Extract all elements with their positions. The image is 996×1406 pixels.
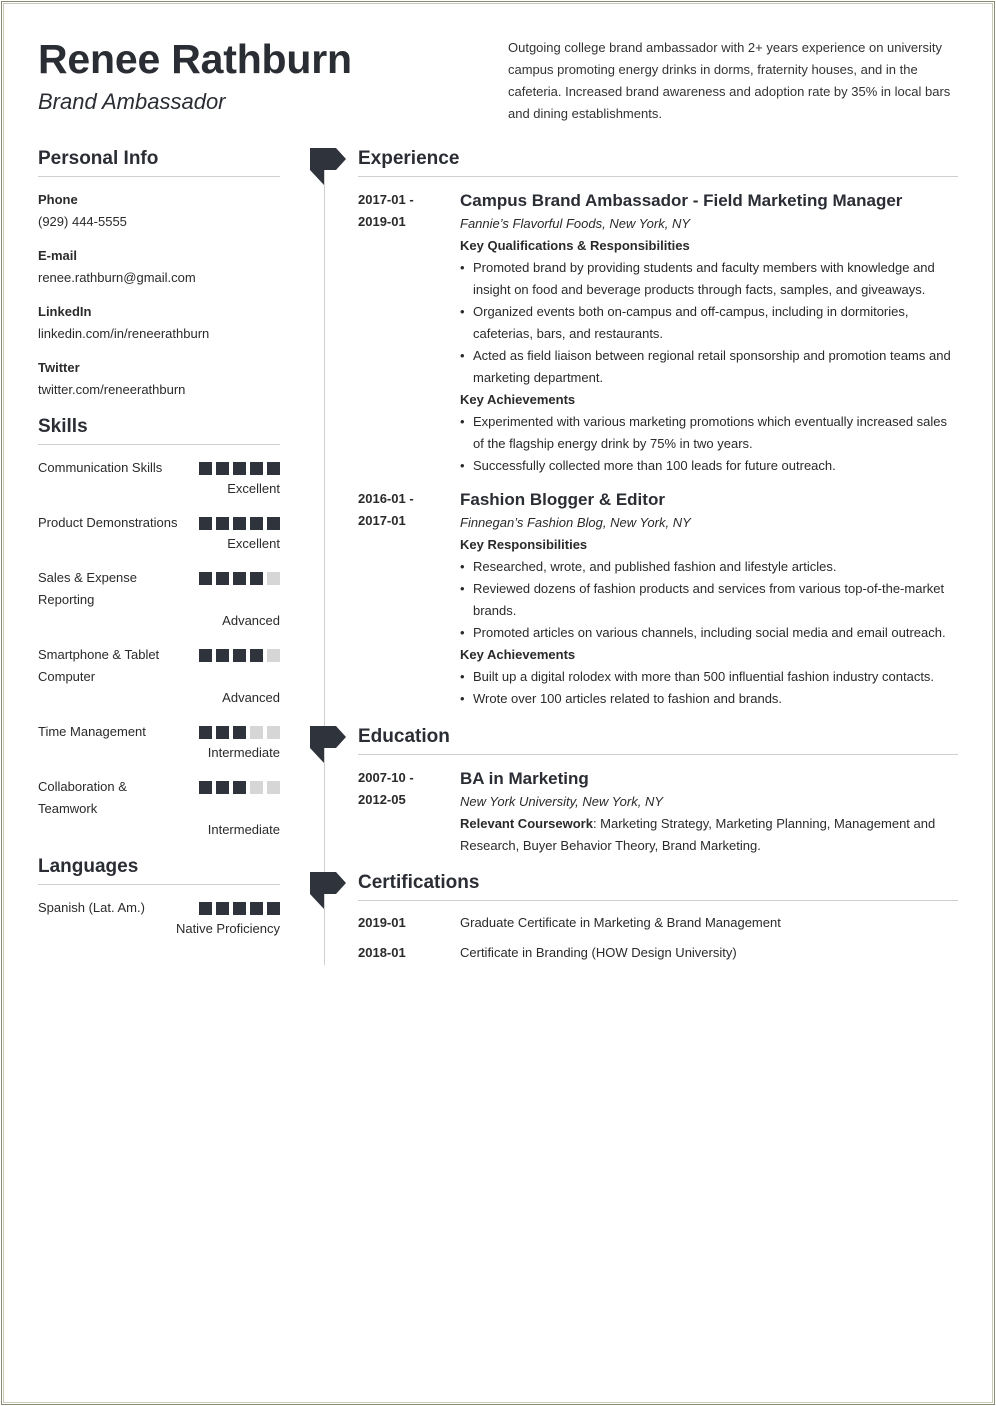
job-title: Campus Brand Ambassador - Field Marketing Manager (460, 191, 903, 210)
coursework-label: Relevant Coursework (460, 816, 593, 831)
responsibilities-heading: Key Qualifications & Responsibilities (460, 238, 690, 253)
rating-square-filled (250, 517, 263, 530)
personal-info-list (38, 189, 280, 401)
rating-square-filled (267, 902, 280, 915)
job-title: Fashion Blogger & Editor (460, 490, 665, 509)
responsibilities-list (460, 556, 958, 644)
rating-square-filled (233, 781, 246, 794)
date-end: 2012-05 (358, 792, 406, 807)
list-item: • Promoted brand by providing students and faculty members with knowledge and insight on food and beverage products through facts, samples, and giveaways. (460, 257, 958, 301)
skill-rating (199, 649, 280, 662)
rating-square-filled (250, 649, 263, 662)
experience-heading: Experience (358, 148, 958, 177)
degree: BA in Marketing (460, 769, 589, 788)
experience-entry (358, 189, 958, 477)
achievements-heading: Key Achievements (460, 647, 576, 662)
skill-name: Time Management (38, 724, 146, 739)
skill-name: Communication Skills (38, 460, 163, 475)
school: New York University, New York, NY (460, 794, 664, 809)
languages-heading: Languages (38, 856, 280, 885)
skill-item (38, 721, 280, 764)
list-item: • Wrote over 100 articles related to fashion and brands. (460, 688, 958, 710)
skill-rating (199, 781, 280, 794)
list-item: • Organized events both on-campus and off-campus, including in dormitories, cafeterias, bars, and restaurants. (460, 301, 958, 345)
skill-name: Product Demonstrations (38, 515, 178, 530)
entry-dates (358, 189, 448, 233)
rating-square-filled (233, 902, 246, 915)
personal-info-heading: Personal Info (38, 148, 280, 177)
education-entry (358, 767, 958, 857)
entry-dates (358, 488, 448, 532)
certifications-flag-icon (310, 872, 346, 910)
achievements-heading: Key Achievements (460, 392, 576, 407)
education-heading: Education (358, 726, 958, 755)
skills-list (38, 457, 280, 841)
list-item: • Acted as field liaison between regional retail sponsorship and promotion teams and marketing department. (460, 345, 958, 389)
employer: Finnegan’s Fashion Blog, New York, NY (460, 515, 691, 530)
skill-item (38, 776, 280, 841)
skill-level: Advanced (222, 613, 280, 628)
rating-square-filled (267, 462, 280, 475)
skill-level: Advanced (222, 690, 280, 705)
rating-square-filled (199, 462, 212, 475)
entry-dates (358, 767, 448, 811)
certifications-heading: Certifications (358, 872, 958, 901)
rating-square-empty (267, 572, 280, 585)
rating-square-filled (250, 572, 263, 585)
skill-rating (199, 572, 280, 585)
rating-square-empty (250, 726, 263, 739)
cert-name: Certificate in Branding (HOW Design University) (460, 945, 737, 960)
rating-square-filled (199, 726, 212, 739)
email-label: E-mail (38, 248, 78, 263)
rating-square-filled (199, 649, 212, 662)
rating-square-filled (233, 726, 246, 739)
rating-square-filled (250, 902, 263, 915)
date-start: 2007-10 - (358, 770, 414, 785)
responsibilities-heading: Key Responsibilities (460, 537, 588, 552)
date-end: 2019-01 (358, 214, 406, 229)
coursework (460, 813, 958, 857)
rating-square-filled (267, 517, 280, 530)
skill-item (38, 644, 280, 709)
candidate-title: Brand Ambassador (38, 89, 226, 114)
employer: Fannie’s Flavorful Foods, New York, NY (460, 216, 691, 231)
list-item: • Experimented with various marketing promotions which eventually increased sales of the flagship energy drink by 75% in two years. (460, 411, 958, 455)
rating-square-filled (216, 781, 229, 794)
cert-date: 2018-01 (358, 945, 406, 960)
skill-level: Intermediate (207, 745, 280, 760)
rating-square-empty (267, 649, 280, 662)
entry-body (460, 488, 958, 710)
entry-body (460, 189, 958, 477)
cert-name: Graduate Certificate in Marketing & Brand Management (460, 915, 781, 930)
list-item: • Built up a digital rolodex with more than 500 influential fashion industry contacts. (460, 666, 958, 688)
experience-flag-icon (310, 148, 346, 186)
rating-square-empty (267, 781, 280, 794)
twitter-label: Twitter (38, 360, 80, 375)
linkedin-value: linkedin.com/in/reneerathburn (38, 326, 210, 341)
candidate-name: Renee Rathburn (38, 36, 352, 82)
language-name: Spanish (Lat. Am.) (38, 900, 145, 915)
date-end: 2017-01 (358, 513, 406, 528)
email-value: renee.rathburn@gmail.com (38, 270, 196, 285)
certification-entry (358, 942, 958, 962)
rating-square-filled (233, 517, 246, 530)
skill-name: Collaboration & Teamwork (38, 779, 127, 816)
linkedin-label: LinkedIn (38, 304, 92, 319)
rating-square-filled (233, 462, 246, 475)
rating-square-filled (216, 462, 229, 475)
certifications-section (358, 872, 958, 962)
cert-date: 2019-01 (358, 915, 406, 930)
rating-square-filled (199, 902, 212, 915)
skill-level: Intermediate (207, 822, 280, 837)
skill-item (38, 567, 280, 632)
left-column (38, 148, 280, 940)
skill-rating (199, 462, 280, 475)
language-item (38, 897, 280, 940)
entry-body (460, 767, 958, 857)
rating-square-filled (250, 462, 263, 475)
list-item: • Researched, wrote, and published fashion and lifestyle articles. (460, 556, 958, 578)
rating-square-filled (216, 649, 229, 662)
rating-square-filled (199, 517, 212, 530)
rating-square-filled (216, 517, 229, 530)
summary: Outgoing college brand ambassador with 2+ years experience on university campus promoting energy drinks in dorms, fraternity houses, and in the cafeteria. Increased brand awareness and adoption rate by 35% in local bars and dining establishments. (508, 40, 951, 121)
rating-square-empty (250, 781, 263, 794)
skill-level: Excellent (227, 481, 280, 496)
experience-entry (358, 488, 958, 710)
responsibilities-list (460, 257, 958, 389)
timeline-line (324, 170, 325, 965)
language-level: Native Proficiency (175, 921, 280, 936)
experience-section (358, 148, 958, 710)
achievements-list (460, 666, 958, 710)
education-section (358, 726, 958, 857)
skill-rating (199, 517, 280, 530)
skill-item (38, 512, 280, 555)
rating-square-filled (216, 572, 229, 585)
rating-square-filled (216, 902, 229, 915)
skill-name: Smartphone & Tablet Computer (38, 647, 160, 684)
rating-square-filled (216, 726, 229, 739)
skill-name: Sales & Expense Reporting (38, 570, 138, 607)
phone-label: Phone (38, 192, 78, 207)
list-item: • Promoted articles on various channels, including social media and email outreach. (460, 622, 958, 644)
rating-square-empty (267, 726, 280, 739)
skill-rating (199, 726, 280, 739)
date-start: 2016-01 - (358, 491, 414, 506)
date-start: 2017-01 - (358, 192, 414, 207)
phone-value: (929) 444-5555 (38, 214, 127, 229)
rating-square-filled (233, 572, 246, 585)
achievements-list (460, 411, 958, 477)
twitter-value: twitter.com/reneerathburn (38, 382, 186, 397)
rating-square-filled (233, 649, 246, 662)
skill-item (38, 457, 280, 500)
skills-heading: Skills (38, 416, 280, 445)
certification-entry (358, 912, 958, 932)
list-item: • Reviewed dozens of fashion products and services from various top-of-the-market brands. (460, 578, 958, 622)
rating-square-filled (199, 781, 212, 794)
skill-level: Excellent (227, 536, 280, 551)
coursework-list: : Marketing Strategy, Marketing Planning, Management and Research, Buyer Behavior Theory, Brand Marketing. (460, 816, 936, 853)
education-flag-icon (310, 726, 346, 764)
list-item: • Successfully collected more than 100 leads for future outreach. (460, 455, 958, 477)
languages-list (38, 897, 280, 940)
language-rating (199, 902, 280, 915)
rating-square-filled (199, 572, 212, 585)
